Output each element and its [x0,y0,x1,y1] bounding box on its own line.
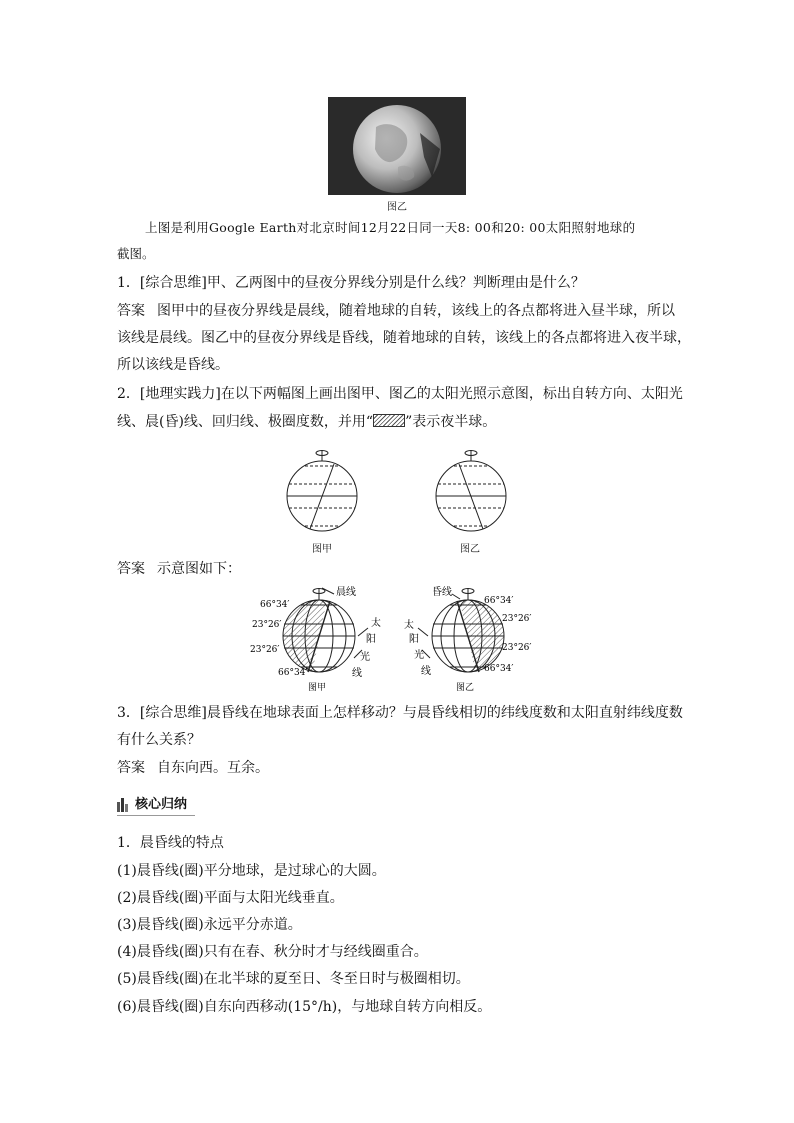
right-lat-23s: 23°26′ [502,643,532,653]
right-sun-char-4: 线 [421,666,431,677]
q3-answer-label: 答案 [117,760,145,776]
summary-item-6: (6)晨昏线(圈)自东向西移动(15°/h)，与地球自转方向相反。 [117,999,492,1015]
q3-answer-text: 自东向西。互余。 [157,760,269,776]
left-sun-char-2: 阳 [366,634,376,645]
q1-answer-line-2: 该线是晨线。图乙中的昼夜分界线是昏线，随着地球的自转，该线上的各点都将进入夜半球， [117,330,691,346]
blank-globe-right [428,444,518,536]
right-label-line: 昏线 [432,587,452,598]
summary-item-5: (5)晨昏线(圈)在北半球的夏至日、冬至日时与极圈相切。 [117,971,470,987]
left-sun-char-4: 线 [352,668,362,679]
intro-line-1: 上图是利用Google Earth对北京时间12月22日同一天8: 00和20: 00太阳照射地球的 [145,220,636,235]
section-header [117,795,195,816]
left-label-line: 晨线 [336,587,356,598]
right-sun-char-3: 光 [414,650,424,661]
right-lat-66s: 66°34′ [484,664,514,674]
intro-line-2: 截图。 [117,246,155,261]
earth-photo [328,97,466,195]
pencil-marker-icon [117,798,129,812]
right-lat-23n: 23°26′ [502,614,532,624]
summary-item-3: (3)晨昏线(圈)永远平分赤道。 [117,917,302,933]
right-lat-66n: 66°34′ [484,596,514,606]
q2-answer [117,559,241,579]
right-sun-char-1: 太 [404,620,414,631]
right-sun-char-2: 阳 [409,634,419,645]
summary-item-4: (4)晨昏线(圈)只有在春、秋分时才与经线圈重合。 [117,944,428,960]
q3-answer [117,758,269,778]
fig-caption-left: 图甲 [312,544,332,555]
left-sun-char-1: 太 [371,618,381,629]
fig-caption-right: 图乙 [460,544,480,555]
q3-question-line-2: 有什么关系？ [117,732,201,748]
summary-heading: 1．晨昏线的特点 [117,835,224,851]
left-caption: 图甲 [308,683,327,693]
q1-answer-line-1 [117,301,675,321]
left-sun-char-3: 光 [360,652,370,663]
section-title: 核心归纳 [135,797,188,812]
left-lat-23s: 23°26′ [250,645,280,655]
q2-question-2a: 线、晨(昏)线、回归线、极圈度数，并用“ [117,414,374,430]
left-lat-66n: 66°34′ [260,600,290,610]
summary-item-1: (1)晨昏线(圈)平分地球，是过球心的大圆。 [117,863,386,879]
hatch-swatch-icon [373,414,405,427]
q1-question: 1．[综合思维]甲、乙两图中的昼夜分界线分别是什么线？判断理由是什么？ [117,275,585,291]
earth-photo-graphic [328,97,466,195]
q1-answer-line-3: 所以该线是昏线。 [117,357,229,373]
q2-question-2b: ”表示夜半球。 [405,414,497,430]
q2-question-line-1: 2．[地理实践力]在以下两幅图上画出图甲、图乙的太阳光照示意图，标出自转方向、太阳光 [117,386,683,402]
blank-globe-left [280,444,370,536]
answer-diagram-right [398,584,548,694]
q1-answer-text-1: 图甲中的昼夜分界线是晨线，随着地球的自转，该线上的各点都将进入昼半球，所以 [157,303,675,319]
left-lat-23n: 23°26′ [252,620,282,630]
left-lat-66s: 66°34′ [278,668,308,678]
q2-answer-text: 示意图如下： [157,561,241,577]
photo-caption: 图乙 [387,202,407,213]
answer-diagram-left [244,584,394,694]
q2-answer-label: 答案 [117,561,145,577]
q1-answer-label: 答案 [117,303,145,319]
q3-question-line-1: 3．[综合思维]晨昏线在地球表面上怎样移动？与晨昏线相切的纬线度数和太阳直射纬线度数 [117,705,683,721]
summary-item-2: (2)晨昏线(圈)平面与太阳光线垂直。 [117,890,344,906]
q2-question-line-2 [117,412,496,432]
right-caption: 图乙 [456,683,475,693]
